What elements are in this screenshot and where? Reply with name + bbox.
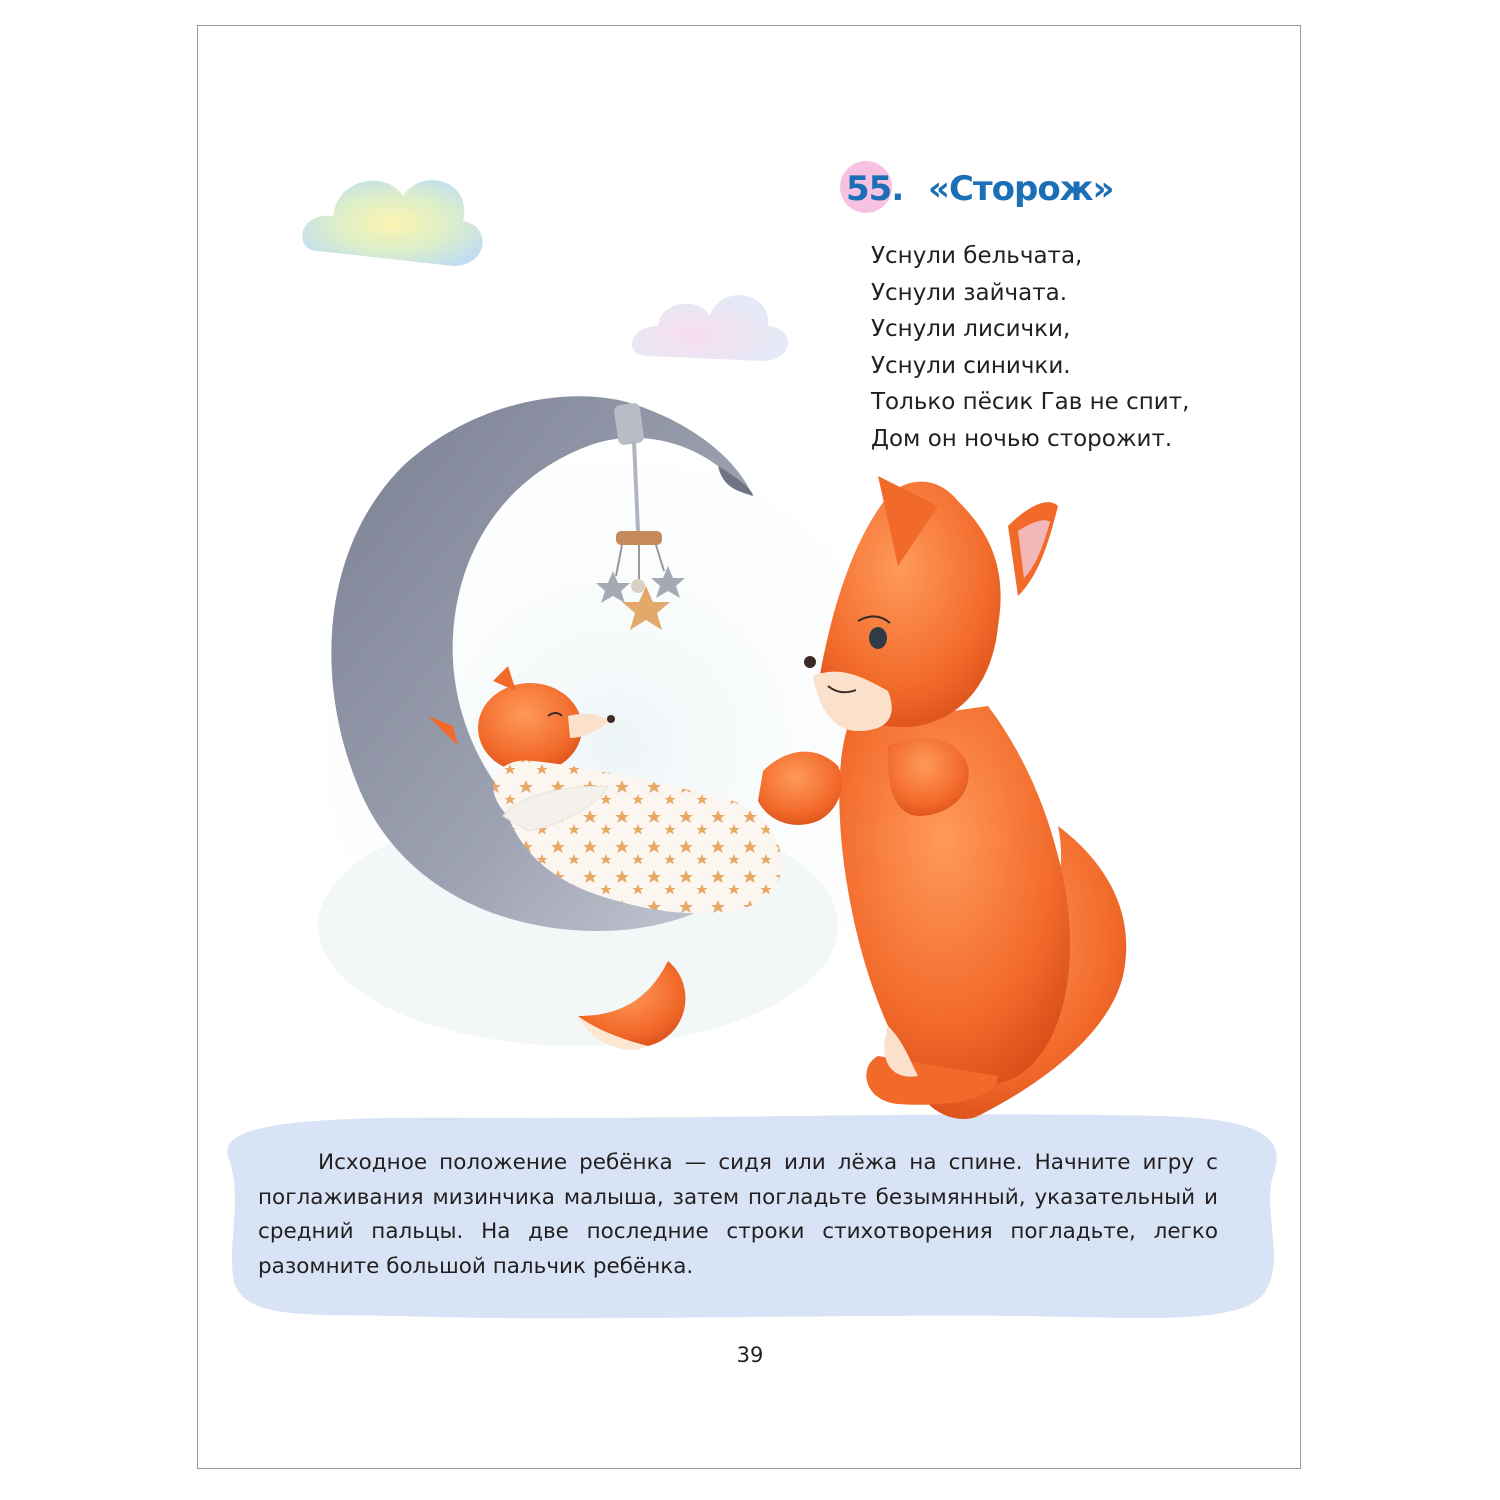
cloud-pink [632, 295, 788, 361]
poem-line: Уснули лисички, [871, 316, 1071, 342]
exercise-heading [846, 163, 1113, 215]
poem-line: Дом он ночью сторожит. [871, 425, 1173, 452]
instruction-note [258, 1146, 1218, 1284]
exercise-number: 55. [846, 169, 904, 209]
poem-line: Уснули зайчата. [871, 279, 1068, 306]
poem-line: Уснули бельчата, [871, 243, 1083, 269]
page-number: 39 [736, 1343, 764, 1367]
poem [871, 238, 1189, 457]
exercise-number-badge [846, 163, 904, 215]
book-page [197, 25, 1301, 1469]
exercise-title: «Сторож» [928, 169, 1114, 209]
cloud-yellow [302, 180, 482, 266]
instruction-text: Исходное положение ребёнка — сидя или лёжа на спине. Начните игру с поглаживания мизинчика малыша, затем погладьте безымянный, указательный и средний пальцы. На две последние строки стихотворения погладьте, легко разомните большой пальчик ребёнка. [258, 1150, 1218, 1279]
poem-line: Уснули синички. [871, 352, 1071, 379]
poem-line: Только пёсик Гав не спит, [871, 389, 1190, 415]
